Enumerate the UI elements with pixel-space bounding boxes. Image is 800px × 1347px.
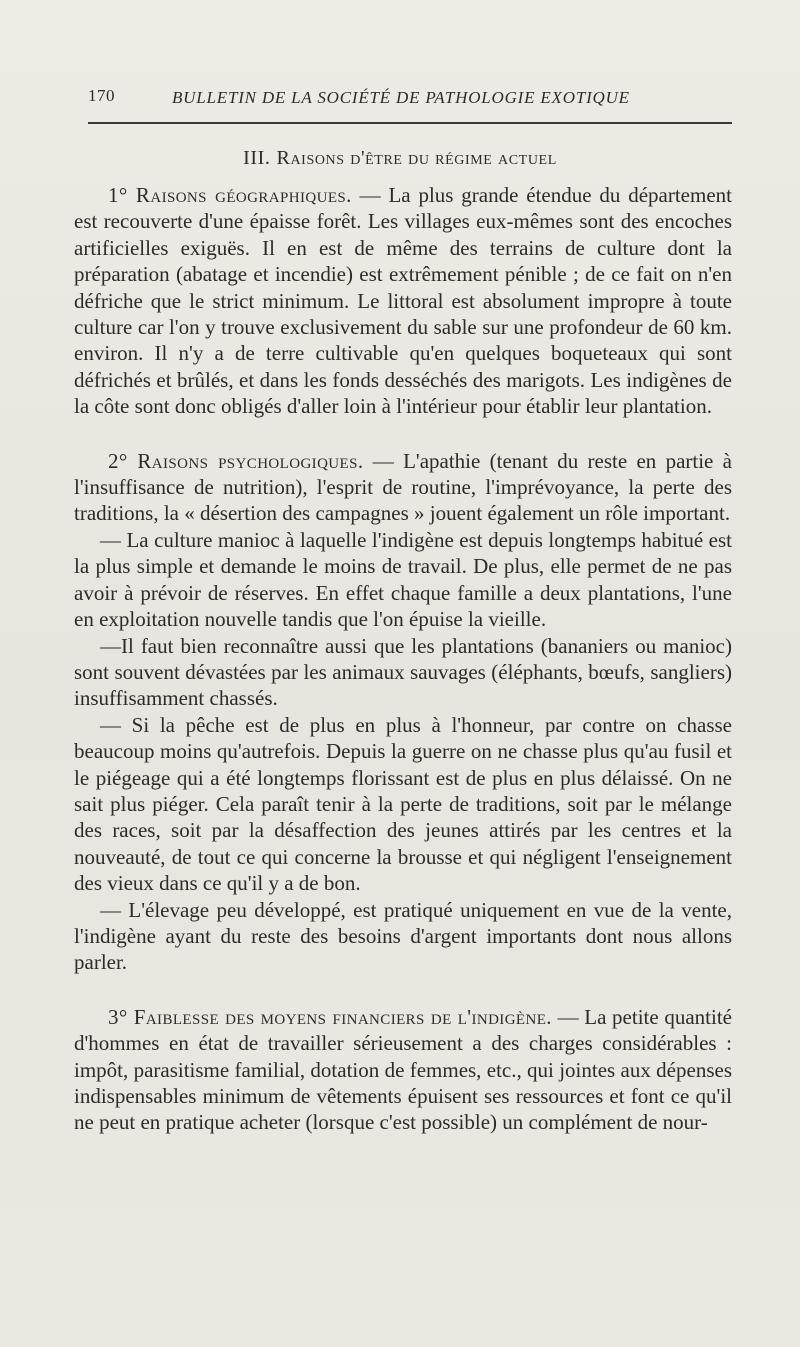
paragraph-text: — La culture manioc à laquelle l'indigène est depuis longtemps habitué est la plus simple et demande le moins de travail. De plus, elle permet de ne pas avoir à prévoir de réserves. En effet chaque famille a deux plantations, l'une en exploitation nouvelle tandis que l'on épuise la vieille.	[74, 527, 732, 632]
section-title: Raisons d'être du régime actuel	[276, 147, 557, 169]
running-title: BULLETIN DE LA SOCIÉTÉ DE PATHOLOGIE EXOTIQUE	[172, 88, 630, 107]
paragraph-lead: 3° Faiblesse des moyens financiers de l'indigène.	[108, 1004, 552, 1029]
paragraph-text: — La petite quantité d'hommes en état de travailler sérieusement a des charges considérables : impôt, parasitisme familial, dotation de femmes, etc., qui jointes aux dépenses indispensables minimum de vêtements épuisent ses ressources et font ce qu'il ne peut en pratique acheter (lorsque c'est possible) un complément de nour-	[74, 1004, 732, 1135]
section-number: III.	[243, 147, 271, 169]
paragraph-text: — L'apathie (tenant du reste en partie à l'insuffisance de nutrition), l'esprit de routine, l'imprévoyance, la perte des traditions, la « désertion des campagnes » jouent également un rôle important.	[74, 448, 732, 526]
paragraph-peche-chasse	[74, 712, 732, 897]
page-number: 170	[88, 86, 115, 105]
paragraph-text: — L'élevage peu développé, est pratiqué uniquement en vue de la vente, l'indigène ayant du reste des besoins d'argent importants dont nous allons parler.	[74, 897, 732, 975]
paragraph-faiblesse-moyens	[74, 1004, 732, 1136]
paragraph-text: — Si la pêche est de plus en plus à l'honneur, par contre on chasse beaucoup moins qu'autrefois. Depuis la guerre on ne chasse plus qu'au fusil et le piégeage qui a été longtemps florissant est de plus en plus délaissé. On ne sait plus piéger. Cela paraît tenir à la perte de traditions, soit par le mélange des races, soit par la désaffection des jeunes attirés par les centres et la nouveauté, de tout ce qui concerne la brousse et qui négligent l'enseignement des vieux dans ce qu'il y a de bon.	[74, 712, 732, 896]
page-header	[88, 84, 732, 116]
paragraph-text: — La plus grande étendue du département est recouverte d'une épaisse forêt. Les villages eux-mêmes sont des encoches artificielles exiguës. Il en est de même des terrains de culture dont la préparation (abatage et incendie) est extrêmement pénible ; de ce fait on n'en défriche que le strict minimum. Le littoral est absolument impropre à toute culture car l'on y trouve exclusivement du sable sur une profondeur de 60 km. environ. Il n'y a de terre cultivable qu'en quelques boqueteaux qui sont défrichés et brûlés, et dans les fonds desséchés des marigots. Les indigènes de la côte sont donc obligés d'aller loin à l'intérieur pour établir leur plantation.	[74, 183, 732, 419]
body-text	[74, 182, 732, 1136]
paragraph-lead: 1° Raisons géographiques.	[108, 183, 352, 207]
paragraph-raisons-psychologiques	[74, 448, 732, 527]
header-rule	[88, 122, 732, 124]
paragraph-lead: 2° Raisons psychologiques.	[108, 448, 364, 473]
paragraph-culture-manioc	[74, 527, 732, 633]
paragraph-elevage	[74, 897, 732, 976]
paragraph-raisons-geographiques	[74, 182, 732, 420]
paragraph-plantations-devastees	[74, 633, 732, 712]
section-heading	[0, 147, 800, 170]
paragraph-text: —Il faut bien reconnaître aussi que les plantations (bananiers ou manioc) sont souvent dévastées par les animaux sauvages (éléphants, bœufs, sangliers) insuffisamment chassés.	[74, 633, 732, 711]
